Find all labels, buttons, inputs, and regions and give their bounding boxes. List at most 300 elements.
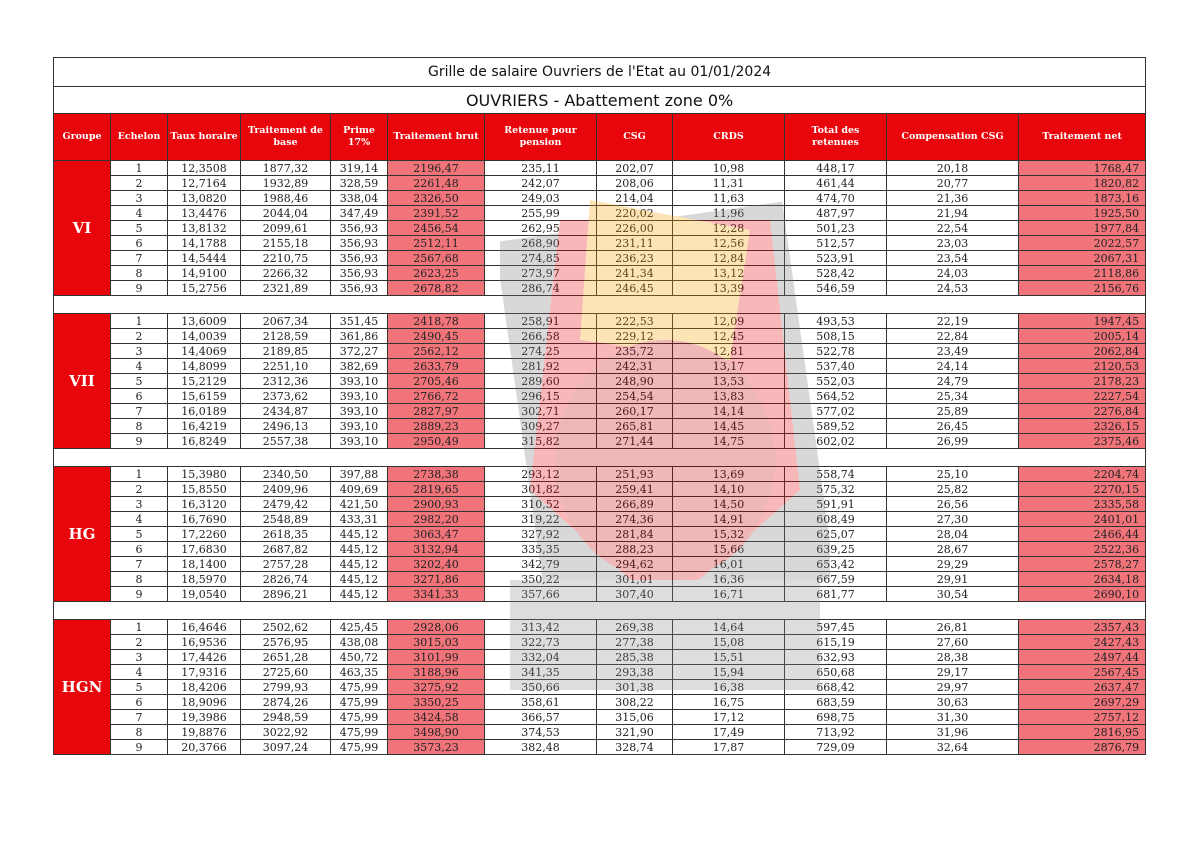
cell-retenue-pension: 274,85 [485, 251, 597, 266]
cell-total-retenues: 653,42 [785, 557, 887, 572]
cell-csg: 214,04 [597, 191, 673, 206]
page-subtitle: OUVRIERS - Abattement zone 0% [54, 87, 1146, 114]
cell-traitement-base: 3097,24 [241, 740, 331, 755]
cell-prime: 445,12 [331, 527, 388, 542]
cell-prime: 475,99 [331, 695, 388, 710]
cell-prime: 393,10 [331, 419, 388, 434]
cell-echelon: 9 [111, 281, 168, 296]
group-spacer [54, 602, 1146, 620]
cell-traitement-net: 2062,84 [1019, 344, 1146, 359]
cell-traitement-brut: 2900,93 [388, 497, 485, 512]
cell-traitement-brut: 2678,82 [388, 281, 485, 296]
cell-taux-horaire: 15,6159 [168, 389, 241, 404]
cell-crds: 11,63 [673, 191, 785, 206]
cell-total-retenues: 487,97 [785, 206, 887, 221]
cell-echelon: 8 [111, 572, 168, 587]
cell-crds: 12,45 [673, 329, 785, 344]
cell-prime: 475,99 [331, 680, 388, 695]
cell-taux-horaire: 19,3986 [168, 710, 241, 725]
cell-traitement-net: 1820,82 [1019, 176, 1146, 191]
cell-traitement-brut: 3188,96 [388, 665, 485, 680]
cell-taux-horaire: 12,3508 [168, 161, 241, 176]
cell-traitement-brut: 3132,94 [388, 542, 485, 557]
cell-traitement-base: 2373,62 [241, 389, 331, 404]
cell-retenue-pension: 258,91 [485, 314, 597, 329]
cell-traitement-net: 2697,29 [1019, 695, 1146, 710]
cell-echelon: 6 [111, 389, 168, 404]
table-row [54, 359, 1146, 374]
cell-csg: 288,23 [597, 542, 673, 557]
cell-csg: 321,90 [597, 725, 673, 740]
cell-total-retenues: 591,91 [785, 497, 887, 512]
cell-taux-horaire: 19,8876 [168, 725, 241, 740]
cell-traitement-net: 2118,86 [1019, 266, 1146, 281]
cell-total-retenues: 537,40 [785, 359, 887, 374]
cell-traitement-brut: 2490,45 [388, 329, 485, 344]
cell-prime: 397,88 [331, 467, 388, 482]
cell-total-retenues: 448,17 [785, 161, 887, 176]
cell-taux-horaire: 16,8249 [168, 434, 241, 449]
cell-echelon: 5 [111, 221, 168, 236]
cell-compensation-csg: 29,17 [887, 665, 1019, 680]
cell-traitement-net: 2204,74 [1019, 467, 1146, 482]
cell-compensation-csg: 32,64 [887, 740, 1019, 755]
cell-crds: 14,64 [673, 620, 785, 635]
cell-traitement-base: 2502,62 [241, 620, 331, 635]
cell-compensation-csg: 25,82 [887, 482, 1019, 497]
cell-compensation-csg: 31,96 [887, 725, 1019, 740]
cell-traitement-base: 1877,32 [241, 161, 331, 176]
group-label: HGN [54, 620, 111, 755]
cell-retenue-pension: 313,42 [485, 620, 597, 635]
cell-traitement-base: 2757,28 [241, 557, 331, 572]
cell-taux-horaire: 13,0820 [168, 191, 241, 206]
cell-traitement-net: 2357,43 [1019, 620, 1146, 635]
cell-traitement-net: 2637,47 [1019, 680, 1146, 695]
cell-prime: 445,12 [331, 557, 388, 572]
cell-crds: 12,56 [673, 236, 785, 251]
cell-echelon: 1 [111, 314, 168, 329]
cell-prime: 409,69 [331, 482, 388, 497]
cell-taux-horaire: 14,9100 [168, 266, 241, 281]
cell-csg: 220,02 [597, 206, 673, 221]
salary-grid-sheet [53, 57, 1145, 755]
cell-compensation-csg: 26,99 [887, 434, 1019, 449]
cell-retenue-pension: 310,52 [485, 497, 597, 512]
header-prime: Prime 17% [331, 114, 388, 161]
cell-traitement-net: 2757,12 [1019, 710, 1146, 725]
cell-csg: 202,07 [597, 161, 673, 176]
cell-total-retenues: 512,57 [785, 236, 887, 251]
cell-total-retenues: 729,09 [785, 740, 887, 755]
cell-taux-horaire: 16,3120 [168, 497, 241, 512]
cell-compensation-csg: 20,77 [887, 176, 1019, 191]
cell-traitement-base: 2099,61 [241, 221, 331, 236]
cell-retenue-pension: 350,66 [485, 680, 597, 695]
cell-retenue-pension: 235,11 [485, 161, 597, 176]
cell-traitement-brut: 2456,54 [388, 221, 485, 236]
cell-csg: 246,45 [597, 281, 673, 296]
cell-traitement-brut: 3350,25 [388, 695, 485, 710]
cell-traitement-base: 2651,28 [241, 650, 331, 665]
cell-crds: 11,31 [673, 176, 785, 191]
cell-echelon: 8 [111, 266, 168, 281]
cell-prime: 319,14 [331, 161, 388, 176]
cell-crds: 16,01 [673, 557, 785, 572]
cell-echelon: 7 [111, 404, 168, 419]
cell-prime: 393,10 [331, 434, 388, 449]
cell-crds: 16,36 [673, 572, 785, 587]
cell-csg: 242,31 [597, 359, 673, 374]
cell-prime: 347,49 [331, 206, 388, 221]
cell-echelon: 2 [111, 329, 168, 344]
cell-taux-horaire: 20,3766 [168, 740, 241, 755]
cell-traitement-base: 2826,74 [241, 572, 331, 587]
cell-compensation-csg: 27,60 [887, 635, 1019, 650]
cell-compensation-csg: 25,10 [887, 467, 1019, 482]
cell-retenue-pension: 358,61 [485, 695, 597, 710]
cell-taux-horaire: 17,2260 [168, 527, 241, 542]
cell-prime: 393,10 [331, 404, 388, 419]
cell-total-retenues: 713,92 [785, 725, 887, 740]
table-row [54, 497, 1146, 512]
cell-crds: 15,94 [673, 665, 785, 680]
cell-total-retenues: 546,59 [785, 281, 887, 296]
table-row [54, 620, 1146, 635]
cell-total-retenues: 597,45 [785, 620, 887, 635]
cell-traitement-base: 3022,92 [241, 725, 331, 740]
cell-total-retenues: 602,02 [785, 434, 887, 449]
cell-retenue-pension: 327,92 [485, 527, 597, 542]
cell-retenue-pension: 281,92 [485, 359, 597, 374]
cell-taux-horaire: 15,3980 [168, 467, 241, 482]
cell-echelon: 9 [111, 434, 168, 449]
cell-taux-horaire: 18,4206 [168, 680, 241, 695]
cell-crds: 13,69 [673, 467, 785, 482]
cell-prime: 433,31 [331, 512, 388, 527]
cell-total-retenues: 528,42 [785, 266, 887, 281]
cell-retenue-pension: 255,99 [485, 206, 597, 221]
cell-traitement-base: 2251,10 [241, 359, 331, 374]
table-row [54, 404, 1146, 419]
cell-traitement-brut: 2633,79 [388, 359, 485, 374]
cell-csg: 271,44 [597, 434, 673, 449]
cell-traitement-brut: 2889,23 [388, 419, 485, 434]
cell-crds: 17,49 [673, 725, 785, 740]
cell-echelon: 2 [111, 482, 168, 497]
cell-traitement-base: 2312,36 [241, 374, 331, 389]
cell-compensation-csg: 23,49 [887, 344, 1019, 359]
salary-grid-table [53, 57, 1146, 755]
cell-echelon: 3 [111, 650, 168, 665]
cell-crds: 15,66 [673, 542, 785, 557]
cell-traitement-net: 2401,01 [1019, 512, 1146, 527]
cell-prime: 475,99 [331, 725, 388, 740]
cell-prime: 361,86 [331, 329, 388, 344]
cell-traitement-base: 2210,75 [241, 251, 331, 266]
table-row [54, 482, 1146, 497]
cell-taux-horaire: 14,0039 [168, 329, 241, 344]
cell-traitement-brut: 3015,03 [388, 635, 485, 650]
cell-total-retenues: 608,49 [785, 512, 887, 527]
header-crds: CRDS [673, 114, 785, 161]
table-row [54, 236, 1146, 251]
cell-csg: 265,81 [597, 419, 673, 434]
cell-traitement-brut: 2928,06 [388, 620, 485, 635]
cell-echelon: 6 [111, 695, 168, 710]
cell-traitement-base: 2266,32 [241, 266, 331, 281]
cell-traitement-net: 2276,84 [1019, 404, 1146, 419]
cell-traitement-brut: 2418,78 [388, 314, 485, 329]
cell-retenue-pension: 319,22 [485, 512, 597, 527]
table-row [54, 527, 1146, 542]
table-row [54, 725, 1146, 740]
cell-retenue-pension: 274,25 [485, 344, 597, 359]
column-header-row [54, 114, 1146, 161]
cell-traitement-net: 2690,10 [1019, 587, 1146, 602]
table-row [54, 314, 1146, 329]
cell-retenue-pension: 262,95 [485, 221, 597, 236]
cell-taux-horaire: 18,1400 [168, 557, 241, 572]
cell-csg: 269,38 [597, 620, 673, 635]
cell-crds: 12,81 [673, 344, 785, 359]
cell-csg: 294,62 [597, 557, 673, 572]
cell-taux-horaire: 19,0540 [168, 587, 241, 602]
cell-csg: 307,40 [597, 587, 673, 602]
table-row [54, 389, 1146, 404]
cell-echelon: 9 [111, 740, 168, 755]
cell-prime: 393,10 [331, 389, 388, 404]
cell-traitement-net: 2178,23 [1019, 374, 1146, 389]
cell-traitement-brut: 2982,20 [388, 512, 485, 527]
cell-traitement-net: 2567,45 [1019, 665, 1146, 680]
table-row [54, 680, 1146, 695]
cell-echelon: 8 [111, 419, 168, 434]
cell-echelon: 2 [111, 635, 168, 650]
header-retenue-pension: Retenue pour pension [485, 114, 597, 161]
cell-traitement-brut: 3202,40 [388, 557, 485, 572]
cell-compensation-csg: 21,94 [887, 206, 1019, 221]
cell-traitement-base: 2479,42 [241, 497, 331, 512]
cell-crds: 13,83 [673, 389, 785, 404]
cell-csg: 277,38 [597, 635, 673, 650]
header-taux-horaire: Taux horaire [168, 114, 241, 161]
cell-prime: 445,12 [331, 572, 388, 587]
header-traitement-brut: Traitement brut [388, 114, 485, 161]
cell-csg: 229,12 [597, 329, 673, 344]
cell-taux-horaire: 17,6830 [168, 542, 241, 557]
cell-csg: 315,06 [597, 710, 673, 725]
cell-traitement-net: 2522,36 [1019, 542, 1146, 557]
cell-traitement-base: 2496,13 [241, 419, 331, 434]
cell-prime: 382,69 [331, 359, 388, 374]
cell-crds: 16,75 [673, 695, 785, 710]
cell-taux-horaire: 14,5444 [168, 251, 241, 266]
cell-crds: 15,08 [673, 635, 785, 650]
cell-traitement-base: 2687,82 [241, 542, 331, 557]
cell-traitement-base: 2409,96 [241, 482, 331, 497]
cell-csg: 231,11 [597, 236, 673, 251]
table-row [54, 266, 1146, 281]
cell-traitement-brut: 3573,23 [388, 740, 485, 755]
cell-prime: 393,10 [331, 374, 388, 389]
cell-echelon: 5 [111, 680, 168, 695]
cell-echelon: 3 [111, 344, 168, 359]
cell-compensation-csg: 31,30 [887, 710, 1019, 725]
cell-echelon: 9 [111, 587, 168, 602]
cell-traitement-brut: 3063,47 [388, 527, 485, 542]
cell-echelon: 4 [111, 359, 168, 374]
cell-csg: 281,84 [597, 527, 673, 542]
header-groupe: Groupe [54, 114, 111, 161]
cell-retenue-pension: 342,79 [485, 557, 597, 572]
cell-taux-horaire: 18,5970 [168, 572, 241, 587]
cell-retenue-pension: 286,74 [485, 281, 597, 296]
cell-traitement-net: 2270,15 [1019, 482, 1146, 497]
cell-crds: 11,96 [673, 206, 785, 221]
cell-echelon: 1 [111, 467, 168, 482]
table-row [54, 557, 1146, 572]
cell-traitement-brut: 2261,48 [388, 176, 485, 191]
cell-taux-horaire: 16,9536 [168, 635, 241, 650]
group-label: HG [54, 467, 111, 602]
cell-compensation-csg: 26,81 [887, 620, 1019, 635]
cell-total-retenues: 493,53 [785, 314, 887, 329]
cell-taux-horaire: 17,4426 [168, 650, 241, 665]
cell-total-retenues: 668,42 [785, 680, 887, 695]
cell-compensation-csg: 28,67 [887, 542, 1019, 557]
cell-total-retenues: 632,93 [785, 650, 887, 665]
cell-retenue-pension: 296,15 [485, 389, 597, 404]
cell-traitement-base: 2340,50 [241, 467, 331, 482]
cell-prime: 421,50 [331, 497, 388, 512]
cell-taux-horaire: 16,0189 [168, 404, 241, 419]
group-label: VII [54, 314, 111, 449]
cell-csg: 208,06 [597, 176, 673, 191]
cell-compensation-csg: 25,34 [887, 389, 1019, 404]
cell-traitement-brut: 3101,99 [388, 650, 485, 665]
table-row [54, 374, 1146, 389]
cell-traitement-base: 2557,38 [241, 434, 331, 449]
cell-crds: 17,12 [673, 710, 785, 725]
cell-prime: 450,72 [331, 650, 388, 665]
cell-crds: 15,51 [673, 650, 785, 665]
cell-retenue-pension: 249,03 [485, 191, 597, 206]
group-spacer [54, 296, 1146, 314]
cell-total-retenues: 461,44 [785, 176, 887, 191]
cell-taux-horaire: 16,4219 [168, 419, 241, 434]
table-row [54, 512, 1146, 527]
cell-traitement-base: 2576,95 [241, 635, 331, 650]
cell-echelon: 4 [111, 512, 168, 527]
cell-compensation-csg: 24,53 [887, 281, 1019, 296]
table-row [54, 206, 1146, 221]
cell-crds: 13,12 [673, 266, 785, 281]
cell-taux-horaire: 15,2756 [168, 281, 241, 296]
cell-echelon: 1 [111, 620, 168, 635]
cell-compensation-csg: 24,03 [887, 266, 1019, 281]
cell-traitement-net: 2022,57 [1019, 236, 1146, 251]
cell-prime: 475,99 [331, 710, 388, 725]
cell-prime: 438,08 [331, 635, 388, 650]
header-echelon: Echelon [111, 114, 168, 161]
cell-traitement-brut: 2827,97 [388, 404, 485, 419]
cell-traitement-net: 2497,44 [1019, 650, 1146, 665]
cell-echelon: 7 [111, 251, 168, 266]
cell-taux-horaire: 15,8550 [168, 482, 241, 497]
cell-csg: 328,74 [597, 740, 673, 755]
cell-traitement-net: 2876,79 [1019, 740, 1146, 755]
cell-compensation-csg: 26,56 [887, 497, 1019, 512]
table-row [54, 740, 1146, 755]
cell-traitement-brut: 2623,25 [388, 266, 485, 281]
header-traitement-net: Traitement net [1019, 114, 1146, 161]
group-spacer [54, 449, 1146, 467]
cell-retenue-pension: 301,82 [485, 482, 597, 497]
table-row [54, 542, 1146, 557]
cell-traitement-brut: 3275,92 [388, 680, 485, 695]
cell-echelon: 6 [111, 542, 168, 557]
cell-echelon: 5 [111, 527, 168, 542]
header-traitement-base: Traitement de base [241, 114, 331, 161]
cell-taux-horaire: 16,7690 [168, 512, 241, 527]
cell-total-retenues: 589,52 [785, 419, 887, 434]
cell-taux-horaire: 14,1788 [168, 236, 241, 251]
cell-prime: 356,93 [331, 221, 388, 236]
cell-crds: 12,09 [673, 314, 785, 329]
cell-total-retenues: 575,32 [785, 482, 887, 497]
cell-crds: 14,10 [673, 482, 785, 497]
cell-compensation-csg: 24,14 [887, 359, 1019, 374]
cell-retenue-pension: 315,82 [485, 434, 597, 449]
cell-retenue-pension: 322,73 [485, 635, 597, 650]
cell-traitement-brut: 3498,90 [388, 725, 485, 740]
cell-total-retenues: 474,70 [785, 191, 887, 206]
grid-body [54, 161, 1146, 755]
cell-prime: 475,99 [331, 740, 388, 755]
cell-traitement-brut: 2567,68 [388, 251, 485, 266]
cell-retenue-pension: 382,48 [485, 740, 597, 755]
cell-taux-horaire: 13,6009 [168, 314, 241, 329]
cell-echelon: 2 [111, 176, 168, 191]
cell-csg: 301,38 [597, 680, 673, 695]
cell-echelon: 5 [111, 374, 168, 389]
cell-traitement-base: 2321,89 [241, 281, 331, 296]
cell-traitement-net: 1873,16 [1019, 191, 1146, 206]
cell-csg: 285,38 [597, 650, 673, 665]
cell-prime: 463,35 [331, 665, 388, 680]
cell-total-retenues: 667,59 [785, 572, 887, 587]
table-row [54, 572, 1146, 587]
table-row [54, 695, 1146, 710]
cell-traitement-net: 2067,31 [1019, 251, 1146, 266]
cell-crds: 10,98 [673, 161, 785, 176]
cell-total-retenues: 577,02 [785, 404, 887, 419]
cell-traitement-base: 2725,60 [241, 665, 331, 680]
cell-echelon: 7 [111, 710, 168, 725]
table-row [54, 329, 1146, 344]
cell-compensation-csg: 29,91 [887, 572, 1019, 587]
cell-traitement-net: 2227,54 [1019, 389, 1146, 404]
cell-compensation-csg: 21,36 [887, 191, 1019, 206]
table-row [54, 710, 1146, 725]
cell-total-retenues: 650,68 [785, 665, 887, 680]
cell-traitement-base: 2896,21 [241, 587, 331, 602]
cell-total-retenues: 523,91 [785, 251, 887, 266]
cell-traitement-brut: 2766,72 [388, 389, 485, 404]
cell-crds: 14,75 [673, 434, 785, 449]
cell-traitement-net: 1925,50 [1019, 206, 1146, 221]
